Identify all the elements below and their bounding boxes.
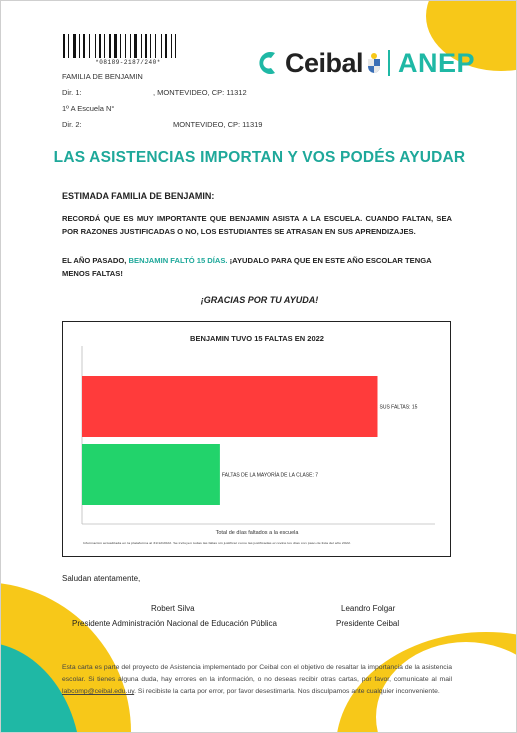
address-1-label: Dir. 1:: [62, 88, 82, 97]
chart-title: BENJAMIN TUVO 15 FALTAS EN 2022: [190, 334, 324, 343]
signature-1-role: Presidente Administración Nacional de Educación Pública: [72, 619, 278, 628]
ceibal-anep-logo: [255, 45, 475, 81]
bar-class-majority-absences: [82, 444, 220, 505]
bar-student-absences: [82, 376, 378, 437]
ceibal-wordmark: Ceibal: [285, 47, 364, 78]
address-2-label: Dir. 2:: [62, 120, 82, 129]
bar-label-0: SUS FALTAS: 15: [379, 404, 418, 411]
bar-label-1: FALTAS DE LA MAYORÍA DE LA CLASE: 7: [221, 472, 319, 479]
signature-2-name: Leandro Folgar: [341, 604, 396, 613]
barcode-icon: [63, 34, 191, 58]
recipient-name: FAMILIA DE BENJAMIN: [62, 72, 143, 81]
absences-chart-svg: [63, 322, 450, 556]
barcode-text: *08189-2187/240*: [95, 59, 161, 66]
signature-1-name: Robert Silva: [151, 604, 195, 613]
chart-footnote: Información actualizada en la plataforma al 31/12/2022. Se incluyen todas las faltas sin justificar como las justificadas en todos los días con paso de lista del año 2022.: [83, 541, 352, 545]
absences-chart: [62, 321, 451, 557]
footer-note: [62, 662, 452, 698]
salutation: ESTIMADA FAMILIA DE BENJAMIN:: [62, 191, 215, 201]
contact-email-link[interactable]: labcomp@ceibal.edu.uy: [62, 688, 135, 695]
letter-title: LAS ASISTENCIAS IMPORTAN Y VOS PODÉS AYUDAR: [53, 149, 466, 166]
signature-2-role: Presidente Ceibal: [336, 619, 400, 628]
uruguay-shield-icon: [366, 52, 382, 74]
paragraph-absences-start: EL AÑO PASADO,: [62, 256, 129, 265]
paragraph-importance: RECORDÁ QUE ES MUY IMPORTANTE QUE BENJAMIN ASISTA A LA ESCUELA. CUANDO FALTAN, SEA POR RAZONES JUSTIFICADAS O NO, LOS ESTUDIANTES SE ATRASAN EN SUS APRENDIZAJES.: [62, 214, 452, 236]
paragraph-absences-end: ¡AYUDALO PARA QUE EN ESTE AÑO ESCOLAR TENGA MENOS FALTAS!: [62, 256, 432, 278]
anep-wordmark: ANEP: [398, 47, 476, 78]
paragraph-absences: [62, 254, 452, 280]
footer-text-start: Esta carta es parte del proyecto de Asistencia implementado por Ceibal con el objetivo de resaltar la importancia de la asistencia escolar. Si tienes alguna duda, hay errores en la información, o no deseas recibir otras cartas, por favor, comunicate al mail: [62, 664, 452, 683]
address-2-value: MONTEVIDEO, CP: 11319: [173, 120, 263, 129]
address-1-value: , MONTEVIDEO, CP: 11312: [153, 88, 247, 97]
group-school: 1º A Escuela N°: [62, 104, 115, 113]
closing-line: Saludan atentamente,: [62, 574, 141, 583]
thanks-message: ¡GRACIAS POR TU AYUDA!: [200, 295, 319, 305]
chart-x-axis-label: Total de días faltados a la escuela: [215, 530, 299, 536]
logo-separator: [388, 50, 390, 76]
ceibal-c-icon: [255, 50, 281, 76]
absences-highlight: BENJAMIN FALTÓ 15 DÍAS.: [128, 256, 228, 265]
footer-text-end: . Si recibiste la carta por error, por favor desestimarla. Nos disculpamos ante cualquier inconveniente.: [134, 688, 440, 695]
